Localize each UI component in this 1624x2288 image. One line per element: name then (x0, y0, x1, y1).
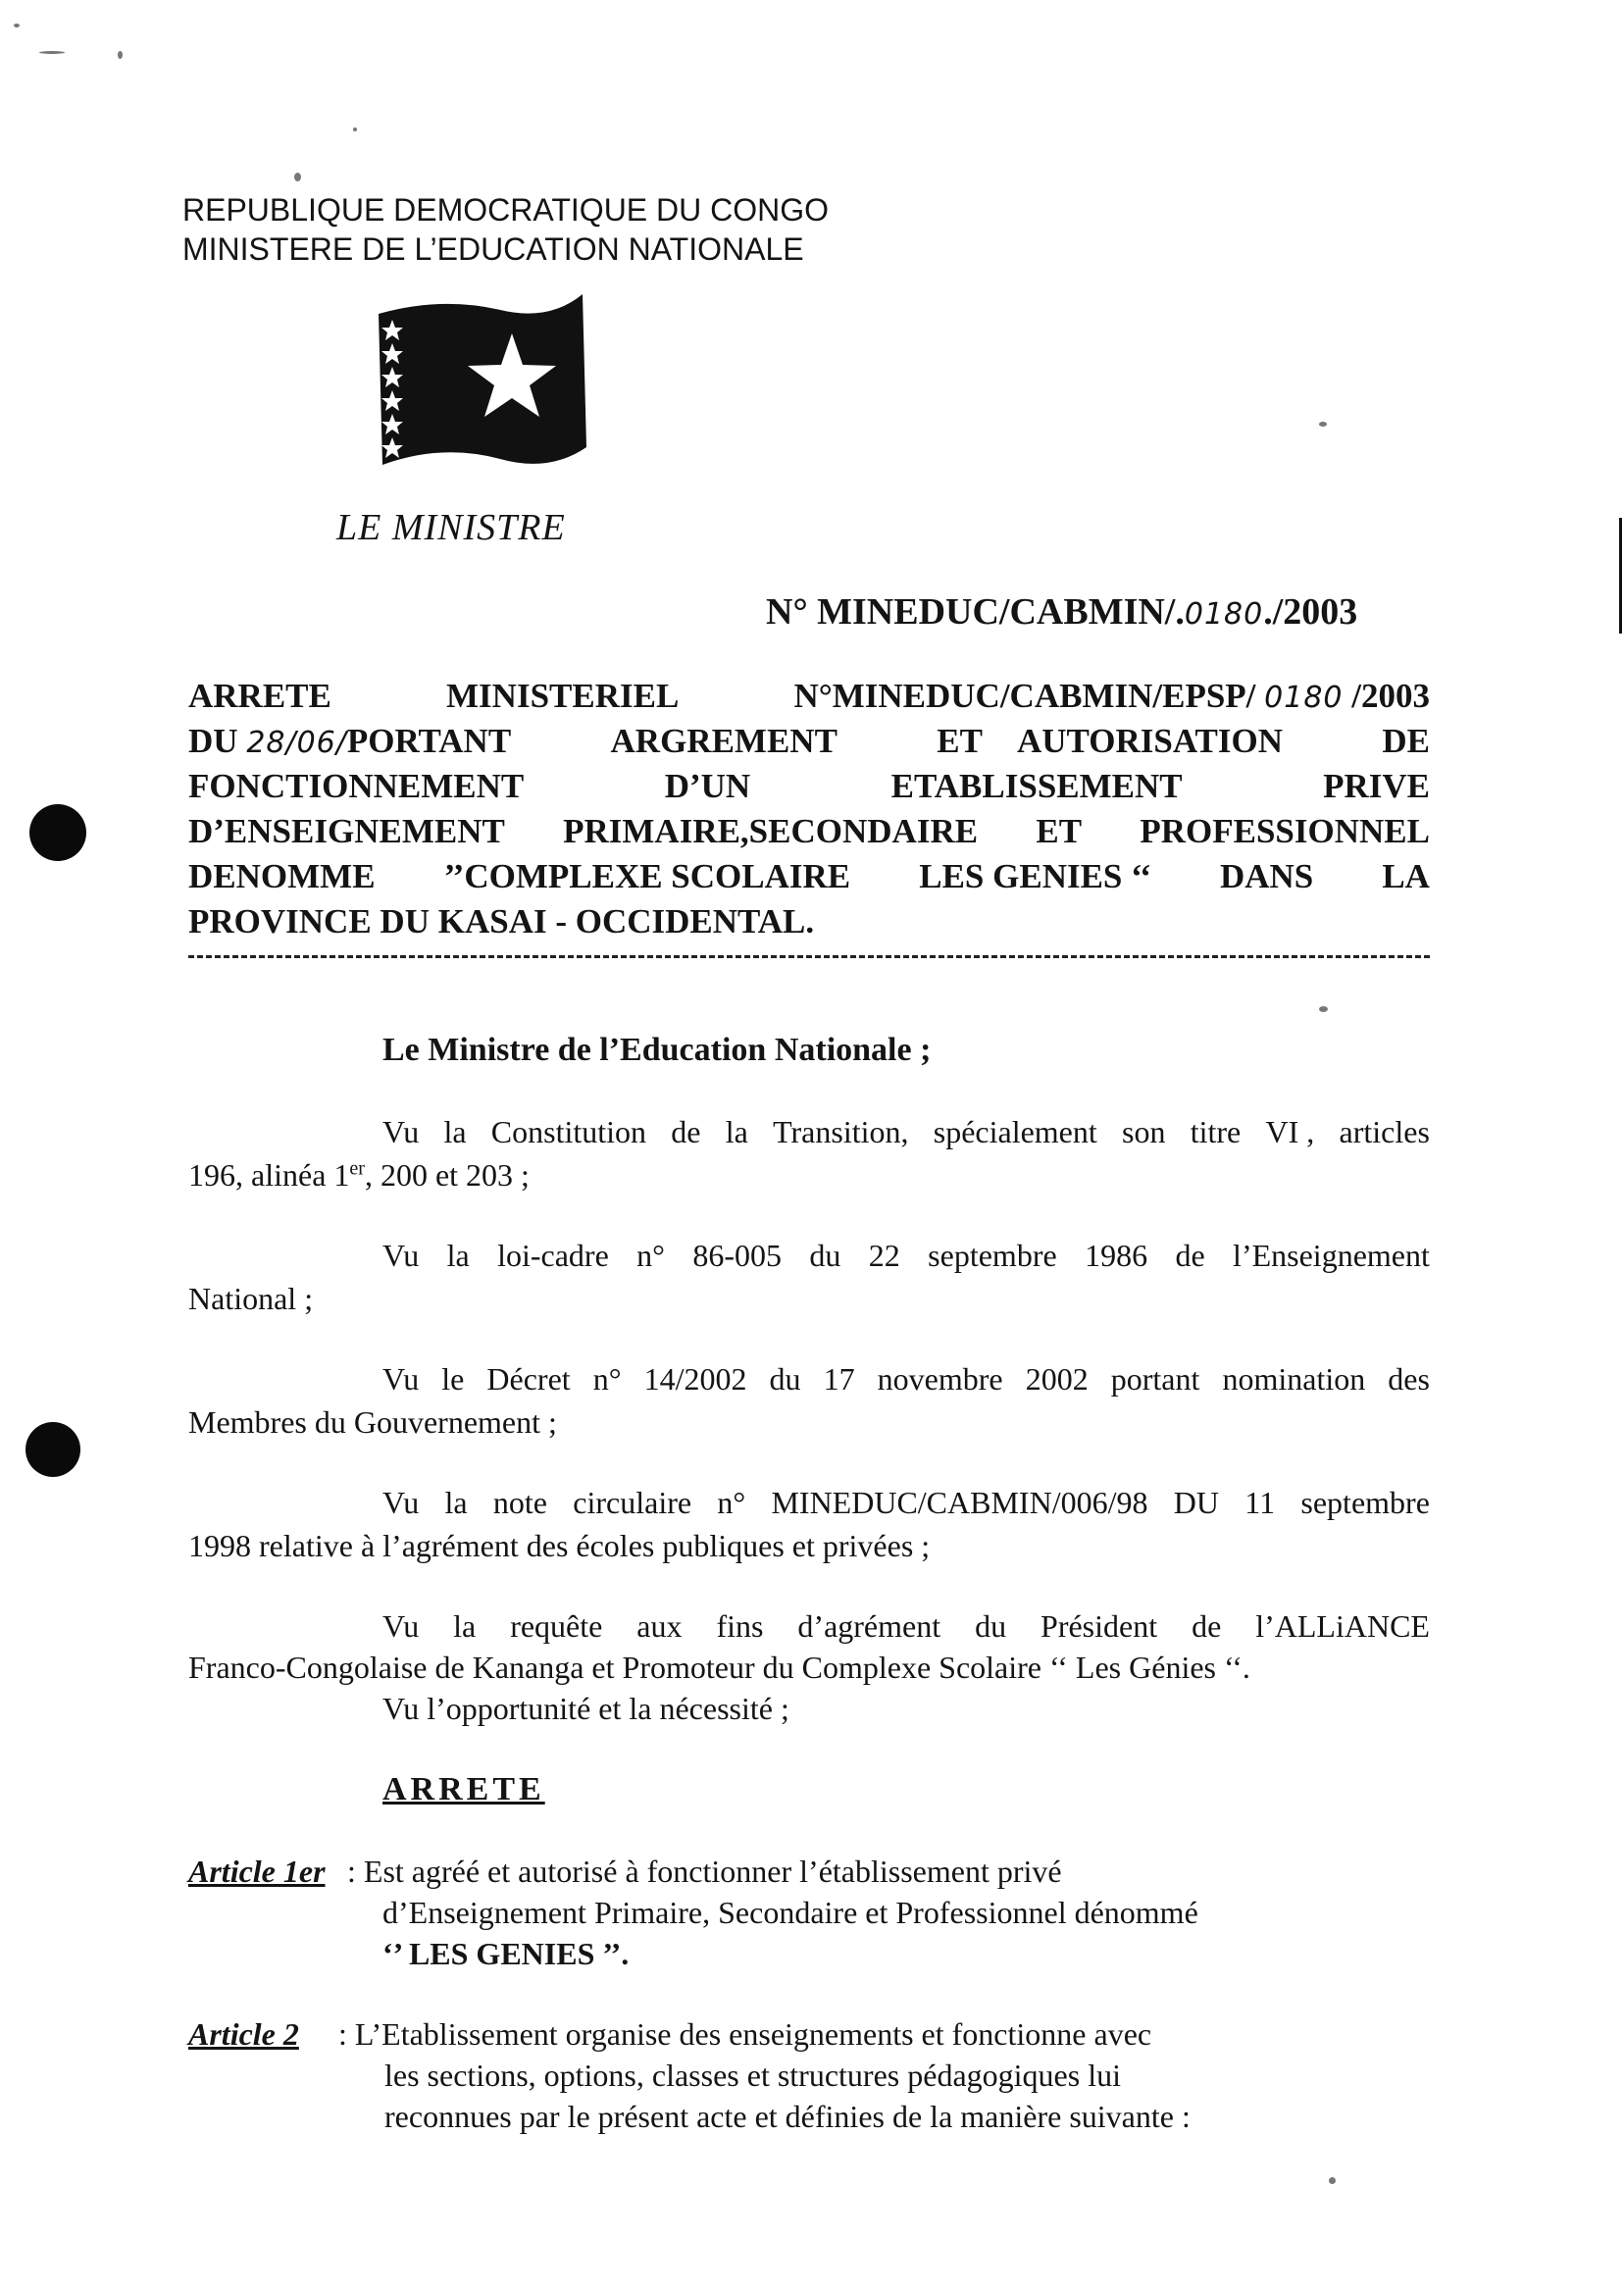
article-1-line: : Est agréé et autorisé à fonctionner l’établissement privé (347, 1854, 1062, 1889)
word: requête (510, 1608, 603, 1644)
word: Président (1040, 1608, 1158, 1644)
word: VI , (1265, 1114, 1315, 1149)
paragraph-decret-cont: Membres du Gouvernement ; (188, 1404, 557, 1440)
header-ministry: MINISTERE DE L’EDUCATION NATIONALE (182, 231, 804, 267)
arrete-heading: ARRETE (382, 1771, 545, 1807)
word: de (671, 1114, 701, 1149)
reference-prefix: N° MINEDUC/CABMIN/. (766, 591, 1185, 633)
word: la (453, 1608, 477, 1644)
handwritten-number: 0180 (1264, 681, 1344, 715)
title-word: DENOMME (188, 857, 376, 895)
title-word-group (937, 722, 1283, 761)
article-2-label: Article 2 (188, 2016, 299, 2052)
title-word: PORTANT (346, 722, 512, 760)
title-line-3 (188, 767, 1430, 812)
word: des (1388, 1361, 1430, 1397)
header-republic: REPUBLIQUE DEMOCRATIQUE DU CONGO (182, 192, 830, 228)
word: portant (1110, 1361, 1200, 1397)
word: MINEDUC/CABMIN/006/98 (771, 1485, 1148, 1520)
reference-suffix: ./2003 (1263, 591, 1358, 633)
word: 22 (868, 1238, 900, 1273)
title-line-6 (188, 902, 1430, 947)
word: articles (1339, 1114, 1430, 1149)
scan-edge-mark (1619, 518, 1622, 634)
word: loi-cadre (497, 1238, 609, 1273)
word: 1986 (1085, 1238, 1148, 1273)
word: du (809, 1238, 841, 1273)
handwritten-date: 28/06/ (246, 726, 347, 760)
title-word: ETABLISSEMENT (890, 767, 1183, 805)
minister-heading: Le Ministre de l’Education Nationale ; (382, 1032, 932, 1068)
word: de (1175, 1238, 1205, 1273)
paragraph-loi-cadre (382, 1238, 1430, 1274)
paragraph-loi-cadre-cont: National ; (188, 1281, 314, 1316)
paragraph-note-circulaire-cont: 1998 relative à l’agrément des écoles publiques et privées ; (188, 1528, 931, 1563)
title-word: N°MINEDUC/CABMIN/EPSP/ (793, 677, 1256, 715)
word: titre (1190, 1114, 1242, 1149)
word: la (725, 1114, 748, 1149)
paragraph-note-circulaire (382, 1485, 1430, 1521)
scan-speck (1319, 1006, 1328, 1012)
word: la (444, 1485, 468, 1520)
title-word: DANS (1219, 857, 1314, 895)
title-word: LA (1382, 857, 1430, 895)
word: n° (717, 1485, 746, 1520)
title-word: ’’COMPLEXE SCOLAIRE (443, 857, 851, 895)
word: n° (592, 1361, 622, 1397)
word: DU (1173, 1485, 1219, 1520)
scan-speck (118, 51, 123, 59)
text: 196, alinéa 1 (188, 1157, 350, 1193)
title-word: D’ENSEIGNEMENT (188, 812, 505, 850)
word: du (769, 1361, 801, 1397)
punch-hole (25, 1422, 80, 1477)
word: son (1122, 1114, 1166, 1149)
scan-speck (1329, 2177, 1336, 2184)
word: note (492, 1485, 547, 1520)
word: circulaire (573, 1485, 692, 1520)
title-word: FONCTIONNEMENT (188, 767, 525, 805)
word: fins (716, 1608, 764, 1644)
word: Constitution (490, 1114, 647, 1149)
article-2-line: reconnues par le présent acte et définies de la manière suivante : (384, 2099, 1191, 2134)
word: la (443, 1114, 467, 1149)
title-word: ARRETE (188, 677, 331, 715)
word: 11 (1244, 1485, 1276, 1520)
title-decree-ref (793, 677, 1430, 716)
title-date-group (188, 722, 511, 761)
word: n° (636, 1238, 665, 1273)
article-1-line: ‘’ LES GENIES ’’. (382, 1936, 630, 1971)
word: le (441, 1361, 465, 1397)
title-word: PROVINCE DU KASAI - OCCIDENTAL. (188, 902, 815, 941)
word: 14/2002 (643, 1361, 747, 1397)
scan-speck (39, 51, 65, 54)
punch-hole (29, 804, 86, 861)
title-word: PRIVE (1323, 767, 1430, 805)
separator-line (188, 955, 1430, 958)
title-word: D’UN (664, 767, 751, 805)
article-1-line: d’Enseignement Primaire, Secondaire et Professionnel dénommé (382, 1895, 1198, 1930)
scan-speck (353, 127, 357, 131)
word: nomination (1222, 1361, 1366, 1397)
paragraph-constitution-cont (188, 1157, 530, 1194)
reference-number (766, 590, 1357, 634)
article-2-line: les sections, options, classes et structures pédagogiques lui (384, 2058, 1121, 2093)
paragraph-constitution (382, 1114, 1430, 1150)
word: 86-005 (692, 1238, 782, 1273)
text: , 200 et 203 ; (364, 1157, 530, 1193)
title-line-4 (188, 812, 1430, 857)
superscript: er (349, 1157, 365, 1180)
word: de (1192, 1608, 1222, 1644)
word: du (975, 1608, 1007, 1644)
word: 17 (823, 1361, 855, 1397)
title-word: ARGREMENT (610, 722, 837, 760)
word: Vu (382, 1608, 420, 1644)
word: aux (636, 1608, 683, 1644)
word: Vu (382, 1114, 420, 1149)
title-word: ET (937, 722, 983, 760)
scan-speck (1319, 422, 1327, 427)
article-2-line: : L’Etablissement organise des enseignements et fonctionne avec (338, 2016, 1152, 2052)
word: septembre (1300, 1485, 1430, 1520)
title-word: MINISTERIEL (446, 677, 680, 715)
word: Vu (382, 1361, 420, 1397)
title-word: PROFESSIONNEL (1140, 812, 1430, 850)
article-1-label: Article 1er (188, 1854, 326, 1889)
scan-speck (14, 24, 20, 27)
word: Transition, (773, 1114, 909, 1149)
paragraph-decret (382, 1361, 1430, 1398)
handwritten-number: 0180 (1184, 597, 1264, 632)
title-word: ET (1036, 812, 1083, 850)
word: Vu (382, 1485, 420, 1520)
word: Décret (486, 1361, 571, 1397)
title-word: AUTORISATION (1017, 722, 1283, 760)
paragraph-requete-cont: Franco-Congolaise de Kananga et Promoteur du Complexe Scolaire ‘‘ Les Génies ‘‘. (188, 1650, 1250, 1685)
word: l’ALLiANCE (1255, 1608, 1430, 1644)
title-line-1 (188, 677, 1430, 722)
title-line-2 (188, 722, 1430, 767)
title-word: PRIMAIRE,SECONDAIRE (563, 812, 979, 850)
title-word: DU (188, 722, 238, 760)
title-line-5 (188, 857, 1430, 902)
word: l’Enseignement (1233, 1238, 1430, 1273)
word: spécialement (933, 1114, 1097, 1149)
word: novembre (877, 1361, 1003, 1397)
word: septembre (928, 1238, 1057, 1273)
word: d’agrément (797, 1608, 941, 1644)
scan-speck (294, 173, 301, 181)
minister-title: LE MINISTRE (336, 507, 566, 548)
word: Vu (382, 1238, 420, 1273)
paragraph-opportunite: Vu l’opportunité et la nécessité ; (382, 1691, 789, 1726)
flag-emblem-icon (373, 290, 588, 471)
word: 2002 (1025, 1361, 1089, 1397)
title-word: LES GENIES ‘‘ (919, 857, 1151, 895)
title-word: DE (1382, 722, 1430, 760)
word: la (446, 1238, 470, 1273)
title-word: /2003 (1351, 677, 1430, 715)
paragraph-requete (382, 1608, 1430, 1645)
